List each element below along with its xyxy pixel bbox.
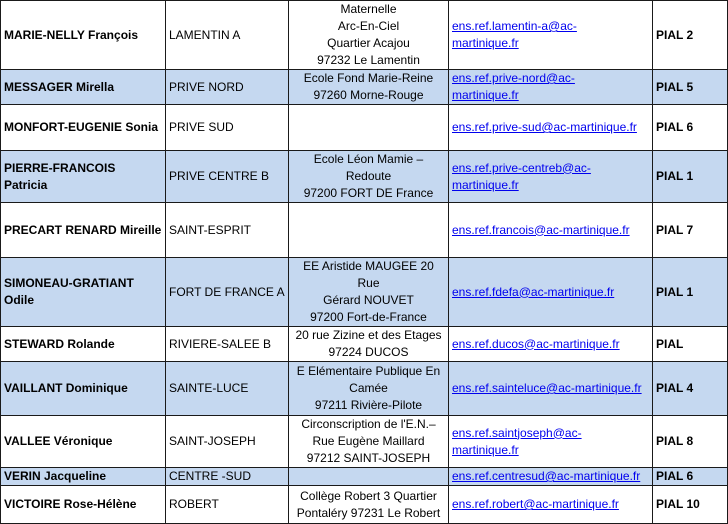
address-line: Quartier Acajou bbox=[327, 36, 410, 50]
email-text: ens.ref.ducos@ac-martinique.fr bbox=[452, 336, 620, 351]
email-cell bbox=[449, 486, 653, 524]
address-line: Arc-En-Ciel bbox=[337, 19, 400, 33]
teacher-name: VICTOIRE Rose-Hélène bbox=[1, 486, 166, 524]
site-address bbox=[289, 70, 449, 105]
table-row bbox=[1, 416, 728, 468]
email-cell bbox=[449, 105, 653, 151]
site-address bbox=[289, 468, 449, 486]
email-text: ens.ref.prive-nord@ac- bbox=[452, 71, 575, 85]
pial-label: PIAL 2 bbox=[653, 1, 728, 70]
email-cell bbox=[449, 416, 653, 468]
email-text: ens.ref.lamentin-a@ac- bbox=[452, 19, 577, 33]
area-name: SAINTE-LUCE bbox=[166, 362, 289, 416]
area-name: SAINT-JOSEPH bbox=[166, 416, 289, 468]
area-name: LAMENTIN A bbox=[166, 1, 289, 70]
area-name: SAINT-ESPRIT bbox=[166, 203, 289, 258]
site-address bbox=[289, 327, 449, 362]
email-cell bbox=[449, 203, 653, 258]
address-line: 97200 Fort-de-France bbox=[310, 310, 427, 324]
teacher-name: SIMONEAU-GRATIANT Odile bbox=[1, 258, 166, 327]
teacher-name: MONFORT-EUGENIE Sonia bbox=[1, 105, 166, 151]
email-text: ens.ref.prive-sud@ac-martinique.fr bbox=[452, 120, 637, 134]
email-text: ens.ref.sainteluce@ac-martinique.fr bbox=[452, 381, 642, 395]
teacher-name: VALLEE Véronique bbox=[1, 416, 166, 468]
email-cell bbox=[449, 151, 653, 203]
email-cell bbox=[449, 468, 653, 486]
area-name: PRIVE CENTRE B bbox=[166, 151, 289, 203]
address-line: Camée bbox=[349, 381, 388, 395]
email-link[interactable] bbox=[452, 381, 642, 395]
table-row bbox=[1, 70, 728, 105]
email-link[interactable] bbox=[452, 161, 591, 192]
teacher-name: PIERRE-FRANCOIS Patricia bbox=[1, 151, 166, 203]
email-text: ens.ref.fdefa@ac-martinique.fr bbox=[452, 284, 615, 299]
pial-label: PIAL 1 bbox=[653, 258, 728, 327]
teacher-name: VERIN Jacqueline bbox=[1, 468, 166, 486]
site-address bbox=[289, 416, 449, 468]
email-link[interactable] bbox=[452, 285, 614, 299]
address-line: Maternelle bbox=[340, 2, 397, 16]
email-link[interactable] bbox=[452, 469, 640, 483]
email-cell bbox=[449, 1, 653, 70]
site-address bbox=[289, 203, 449, 258]
email-link[interactable] bbox=[452, 19, 577, 50]
email-link[interactable] bbox=[452, 223, 630, 237]
pial-label: PIAL 1 bbox=[653, 151, 728, 203]
email-text: ens.ref.saintjoseph@ac- bbox=[452, 425, 582, 440]
table-row bbox=[1, 327, 728, 362]
address-line: 97224 DUCOS bbox=[328, 345, 409, 359]
address-line: Rue Eugène Maillard bbox=[312, 434, 425, 448]
address-line: Gérard NOUVET bbox=[323, 293, 414, 307]
email-link[interactable] bbox=[452, 71, 575, 102]
email-link[interactable] bbox=[452, 337, 620, 351]
table-row bbox=[1, 151, 728, 203]
area-name: RIVIERE-SALEE B bbox=[166, 327, 289, 362]
address-line: Circonscription de l'E.N.– bbox=[301, 417, 436, 431]
email-text: ens.ref.prive-centreb@ac- bbox=[452, 160, 591, 175]
address-line: 97211 Rivière-Pilote bbox=[314, 398, 423, 412]
email-link[interactable] bbox=[452, 497, 619, 511]
table-body bbox=[1, 1, 728, 524]
teacher-name: VAILLANT Dominique bbox=[1, 362, 166, 416]
area-name: CENTRE -SUD bbox=[166, 468, 289, 486]
table-row bbox=[1, 468, 728, 486]
site-address bbox=[289, 362, 449, 416]
email-text: ens.ref.centresud@ac-martinique.fr bbox=[452, 469, 641, 483]
area-name: PRIVE SUD bbox=[166, 105, 289, 151]
pial-label: PIAL 10 bbox=[653, 486, 728, 524]
table-row bbox=[1, 486, 728, 524]
area-name: ROBERT bbox=[166, 486, 289, 524]
pial-label: PIAL 8 bbox=[653, 416, 728, 468]
pial-label: PIAL 4 bbox=[653, 362, 728, 416]
address-line: E Elémentaire Publique En bbox=[296, 364, 441, 378]
email-text: martinique.fr bbox=[452, 442, 519, 457]
address-line: 97260 Morne-Rouge bbox=[313, 88, 424, 102]
address-line: 97212 SAINT-JOSEPH bbox=[306, 451, 431, 465]
email-cell bbox=[449, 70, 653, 105]
address-line: 97200 FORT DE France bbox=[303, 186, 434, 200]
address-line: 20 rue Zizine et des Etages bbox=[295, 328, 442, 342]
email-text: martinique.fr bbox=[452, 36, 519, 50]
pial-label: PIAL 7 bbox=[653, 203, 728, 258]
teacher-name: PRECART RENARD Mireille bbox=[1, 203, 166, 258]
address-line: Ecole Léon Mamie – Redoute bbox=[313, 152, 424, 183]
pial-label: PIAL 6 bbox=[653, 105, 728, 151]
teacher-name: MESSAGER Mirella bbox=[1, 70, 166, 105]
address-line: Collège Robert 3 Quartier bbox=[300, 488, 437, 503]
site-address bbox=[289, 1, 449, 70]
teacher-name: MARIE-NELLY François bbox=[1, 1, 166, 70]
email-text: ens.ref.francois@ac-martinique.fr bbox=[452, 222, 630, 237]
pial-label: PIAL 5 bbox=[653, 70, 728, 105]
address-line: Ecole Fond Marie-Reine bbox=[303, 71, 434, 85]
email-link[interactable] bbox=[452, 426, 582, 457]
table-row bbox=[1, 203, 728, 258]
address-line: Pontaléry 97231 Le Robert bbox=[296, 505, 441, 520]
table-row bbox=[1, 258, 728, 327]
pial-label: PIAL bbox=[653, 327, 728, 362]
email-text: martinique.fr bbox=[452, 177, 519, 192]
email-cell bbox=[449, 327, 653, 362]
site-address bbox=[289, 258, 449, 327]
table-row bbox=[1, 362, 728, 416]
email-cell bbox=[449, 258, 653, 327]
area-name: FORT DE FRANCE A bbox=[166, 258, 289, 327]
email-link[interactable] bbox=[452, 120, 637, 134]
address-line: 97232 Le Lamentin bbox=[317, 53, 420, 67]
site-address bbox=[289, 105, 449, 151]
email-text: ens.ref.robert@ac-martinique.fr bbox=[452, 497, 619, 511]
email-cell bbox=[449, 362, 653, 416]
teacher-name: STEWARD Rolande bbox=[1, 327, 166, 362]
site-address bbox=[289, 486, 449, 524]
address-line: EE Aristide MAUGEE 20 Rue bbox=[303, 259, 434, 290]
site-address bbox=[289, 151, 449, 203]
pial-label: PIAL 6 bbox=[653, 468, 728, 486]
table-row bbox=[1, 105, 728, 151]
area-name: PRIVE NORD bbox=[166, 70, 289, 105]
table-row bbox=[1, 1, 728, 70]
email-text: martinique.fr bbox=[452, 88, 519, 102]
